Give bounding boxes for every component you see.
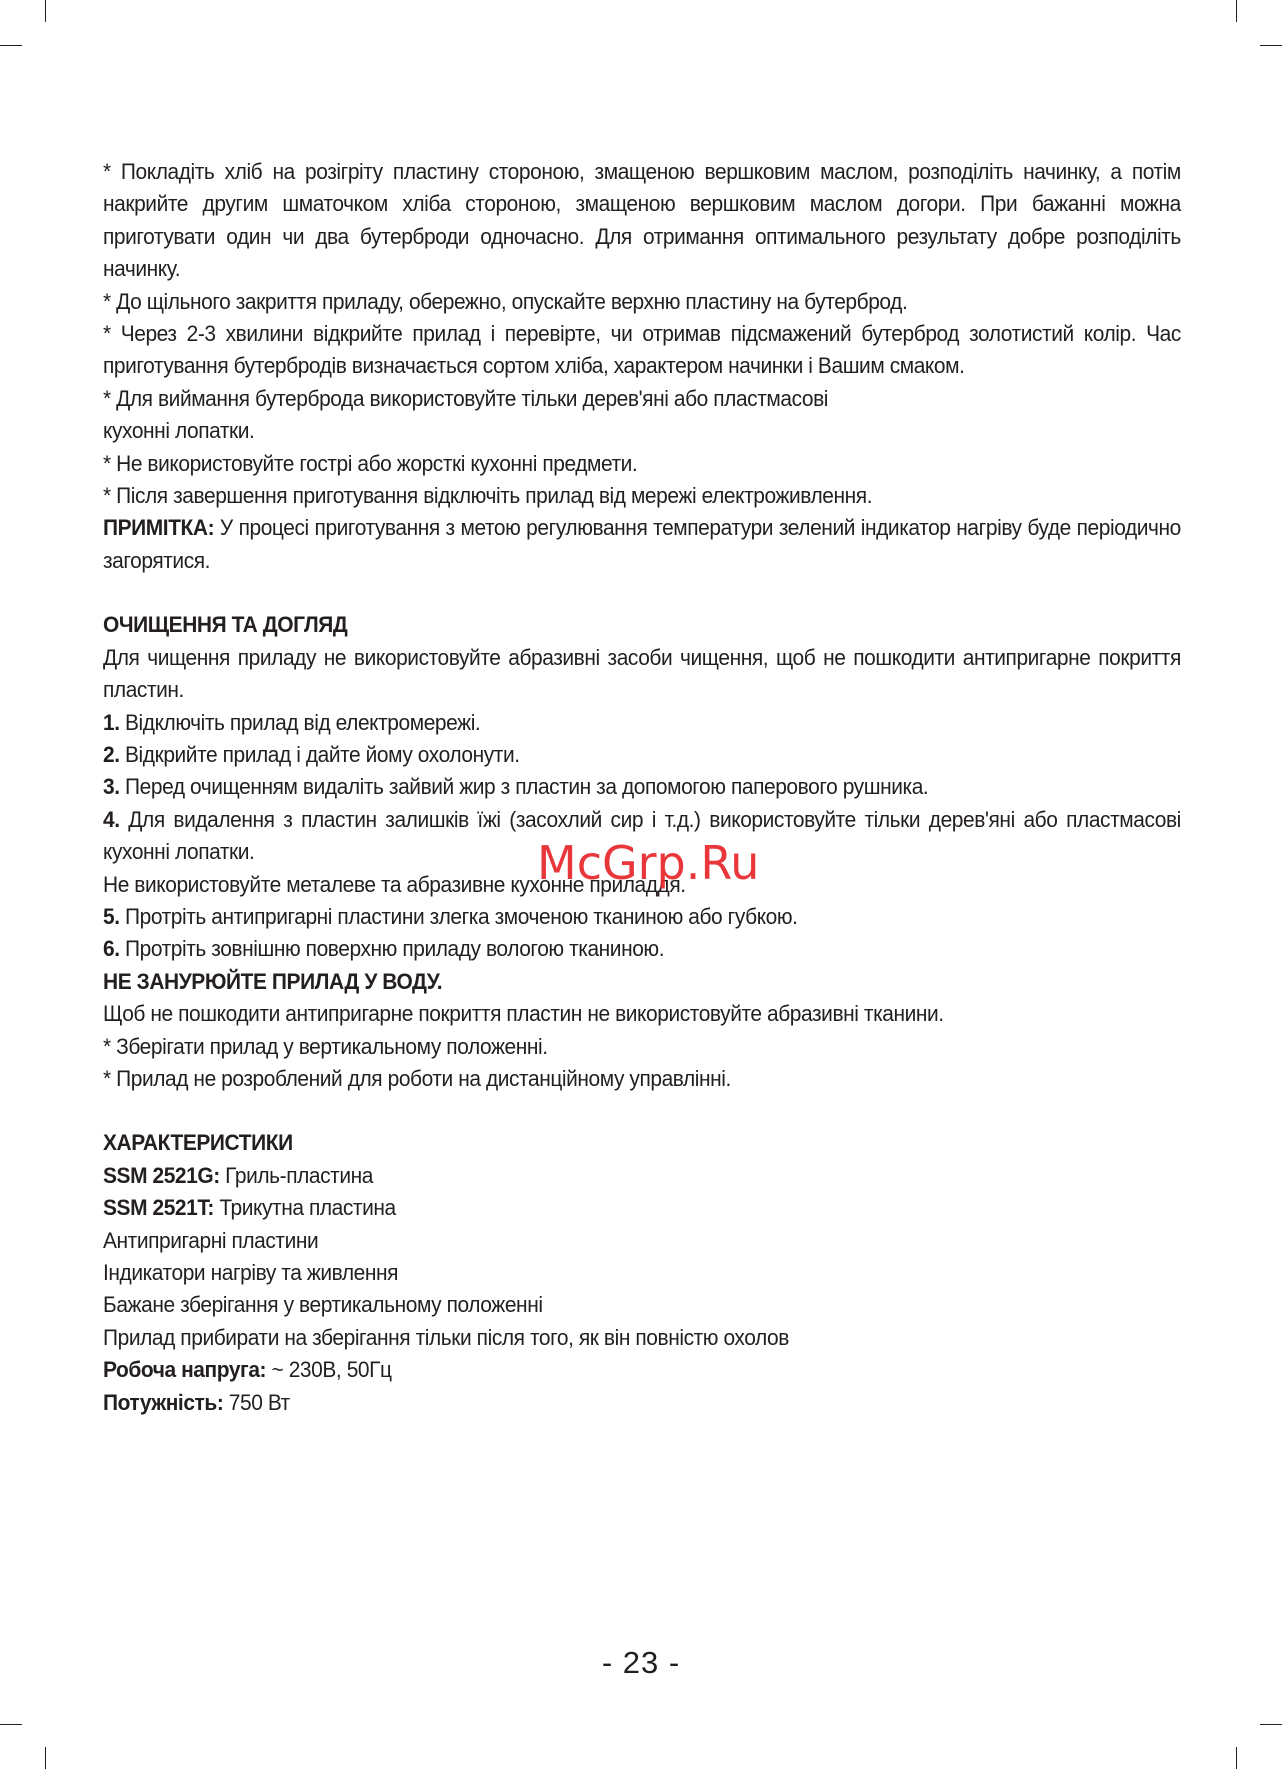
step-number: 3. [103,774,120,800]
instruction-paragraph: * Після завершення приготування відключіть прилад від мережі електроживлення. [103,483,873,509]
spec-line [103,1387,1181,1419]
cleaning-step [103,933,1181,965]
cleaning-step [103,771,1181,803]
step-text: Відключіть прилад від електромережі. [119,709,481,735]
crop-mark [45,0,46,22]
spec-line [103,1354,1181,1386]
cleaning-warning: Не використовуйте металеве та абразивне кухонне приладдя. [103,871,686,897]
instruction-paragraph: * Не використовуйте гострі або жорсткі кухонні предмети. [103,450,638,476]
cleaning-intro: Для чищення приладу не використовуйте абразивні засоби чищення, щоб не пошкодити антипригарне покриття пластин. [103,644,1181,703]
no-immerse-warning: НЕ ЗАНУРЮЙТЕ ПРИЛАД У ВОДУ. [103,968,443,994]
abrasive-note: Щоб не пошкодити антипригарне покриття пластин не використовуйте абразивні тканини. [103,1001,944,1027]
instruction-paragraph: * Покладіть хліб на розігріту пластину стороною, змащеною вершковим маслом, розподіліть начинку, а потім накрийте другим шматочком хліба стороною, змащеною вершковим маслом догори. При бажанні можна приготувати один чи два бутерброди одночасно. Для отримання оптимального результату добре розподіліть начинку. [103,159,1181,282]
page-content [103,156,1181,1419]
spec-label: SSM 2521G: [103,1162,220,1188]
spec-feature: Антипригарні пластини [103,1227,319,1253]
crop-mark [1236,0,1237,22]
step-number: 5. [103,903,120,929]
instruction-paragraph: * Для виймання бутерброда використовуйте тільки дерев'яні або пластмасові [103,385,829,411]
crop-mark [1260,45,1282,46]
step-number: 6. [103,936,120,962]
spec-line [103,1192,1181,1224]
step-number: 1. [103,709,120,735]
crop-mark [45,1747,46,1769]
remote-note: * Прилад не розроблений для роботи на дистанційному управлінні. [103,1065,731,1091]
spec-label: Потужність: [103,1389,224,1415]
spec-label: Робоча напруга: [103,1357,267,1383]
instruction-paragraph: кухонні лопатки. [103,418,255,444]
note-label: ПРИМІТКА: [103,515,215,541]
crop-mark [0,45,22,46]
spec-value: Трикутна пластина [213,1195,396,1221]
spec-feature: Індикатори нагріву та живлення [103,1260,399,1285]
watermark-logo: McGrp.Ru [537,836,760,890]
crop-mark [0,1724,22,1725]
cleaning-step [103,739,1181,771]
crop-mark [1236,1747,1237,1769]
cleaning-step [103,901,1181,933]
step-number: 4. [103,806,120,832]
note-paragraph [103,512,1181,577]
storage-note: * Зберігати прилад у вертикальному положенні. [103,1033,548,1059]
cleaning-step [103,707,1181,739]
cleaning-heading: ОЧИЩЕННЯ ТА ДОГЛЯД [103,612,348,638]
step-number: 2. [103,741,120,767]
page-number: - 23 - [601,1645,681,1680]
note-text: У процесі приготування з метою регулювання температури зелений індикатор нагріву буде періодично загорятися. [103,515,1181,573]
spec-value: 750 Вт [223,1389,290,1415]
spec-value: Гриль-пластина [219,1162,373,1188]
step-text: Для видалення з пластин залишків їжі (засохлий сир і т.д.) використовуйте тільки дерев'яні або пластмасові кухонні лопатки. [103,806,1181,865]
step-text: Перед очищенням видаліть зайвий жир з пластин за допомогою паперового рушника. [119,774,929,800]
spec-line [103,1160,1181,1192]
specs-heading: ХАРАКТЕРИСТИКИ [103,1130,293,1156]
step-text: Протріть антипригарні пластини злегка змоченою тканиною або губкою. [119,903,798,929]
spec-label: SSM 2521T: [103,1195,214,1221]
step-text: Протріть зовнішню поверхню приладу вологою тканиною. [119,936,665,962]
step-text: Відкрийте прилад і дайте йому охолонути. [119,741,520,767]
spec-feature: Прилад прибирати на зберігання тільки після того, як він повністю охолов [103,1324,789,1350]
instruction-paragraph: * Через 2-3 хвилини відкрийте прилад і перевірте, чи отримав підсмажений бутерброд золотистий колір. Час приготування бутербродів визначається сортом хліба, характером начинки і Вашим смаком. [103,321,1181,379]
spec-value: ~ 230В, 50Гц [266,1357,392,1383]
crop-mark [1260,1724,1282,1725]
instruction-paragraph: * До щільного закриття приладу, обережно, опускайте верхню пластину на бутерброд. [103,288,908,314]
spec-feature: Бажане зберігання у вертикальному положенні [103,1292,543,1318]
